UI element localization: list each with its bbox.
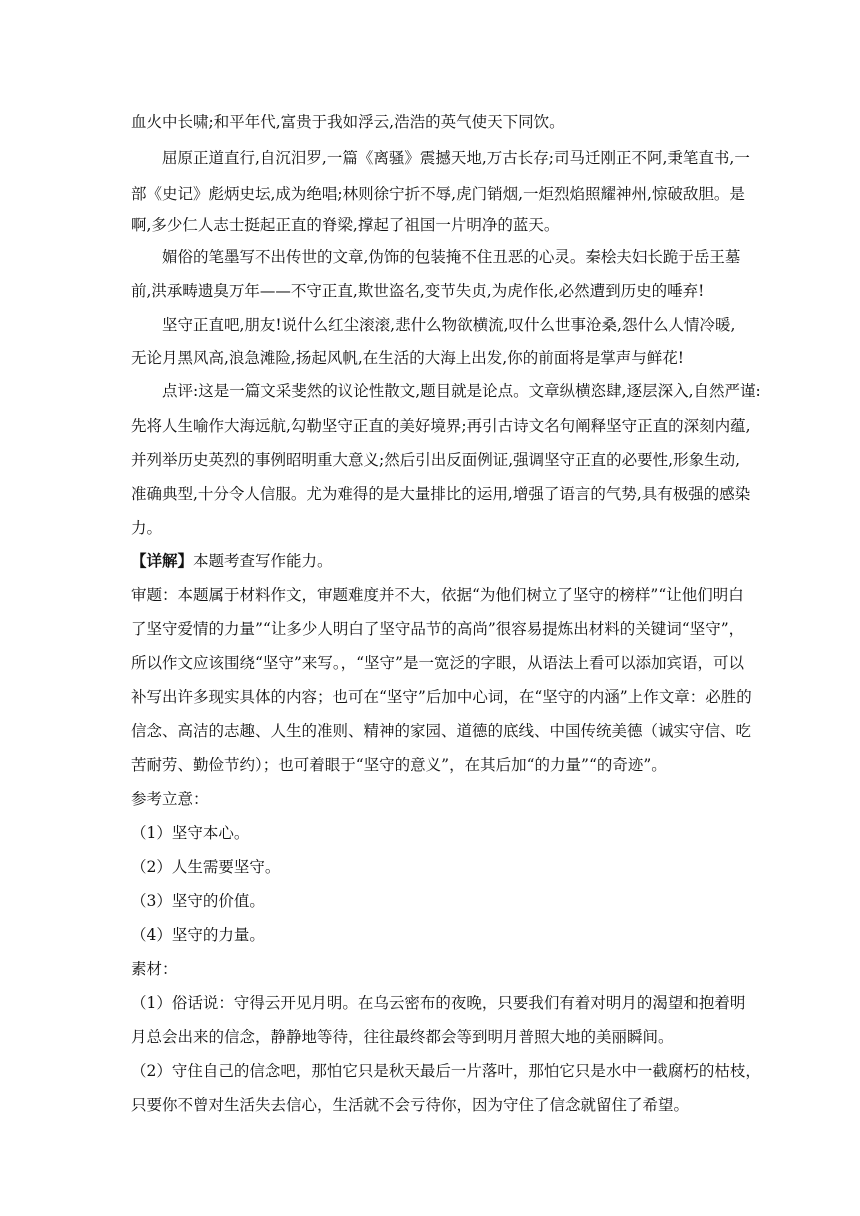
idea-item: （3）坚守的价值。 [131,892,265,910]
review-line: 了坚守爱情的力量”“让多少人明白了坚守品节的高尚”很容易提炼出材料的关键词“坚守”， [131,620,745,638]
material-line: （2）守住自己的信念吧，那怕它只是秋天最后一片落叶，那怕它只是水中一截腐朽的枯枝， [131,1062,761,1080]
essay-line: 前,洪承畴遗臭万年——不守正直,欺世盗名,变节失贞,为虎作伥,必然遭到历史的唾弃! [131,282,705,300]
comment-line: 先将人生喻作大海远航,勾勒坚守正直的美好境界;再引古诗文名句阐释坚守正直的深刻内蕴, [131,417,751,435]
essay-line: 媚俗的笔墨写不出传世的文章,伪饰的包装掩不住丑恶的心灵。秦桧夫妇长跪于岳王墓 [162,248,741,266]
idea-item: （4）坚守的力量。 [131,926,265,944]
review-line: 所以作文应该围绕“坚守”来写。，“坚守”是一宽泛的字眼，从语法上看可以添加宾语，可以 [131,654,744,672]
material-line: 只要你不曾对生活失去信心，生活就不会亏待你，因为守住了信念就留住了希望。 [131,1096,690,1114]
comment-line: 并列举历史英烈的事例昭明重大意义;然后引出反面例证,强调坚守正直的必要性,形象生动, [131,451,741,469]
idea-item: （2）人生需要坚守。 [131,858,281,876]
review-line: 审题：本题属于材料作文，审题难度并不大，依据“为他们树立了坚守的榜样”“让他们明白 [131,586,744,604]
review-line: 补写出许多现实具体的内容；也可在“坚守”后加中心词，在“坚守的内涵”上作文章：必胜的 [131,688,752,706]
idea-item: （1）坚守本心。 [131,824,250,842]
review-line: 苦耐劳、勤俭节约）；也可着眼于“坚守的意义”，在其后加“的力量”“的奇迹”。 [131,756,667,774]
detail-line [131,551,333,571]
material-line: 月总会出来的信念，静静地等待，往往最终都会等到明月普照大地的美丽瞬间。 [131,1028,674,1046]
essay-line: 无论月黑风高,浪急滩险,扬起风帆,在生活的大海上出发,你的前面将是掌声与鲜花! [131,349,684,367]
comment-line: 点评:这是一篇文采斐然的议论性散文,题目就是论点。文章纵横恣肆,逐层深入,自然严谨: [162,382,761,400]
material-line: （1）俗话说：守得云开见月明。在乌云密布的夜晚，只要我们有着对明月的渴望和抱着明 [131,994,746,1012]
review-line: 信念、高洁的志趣、人生的准则、精神的家园、道德的底线、中国传统美德（诚实守信、吃 [131,722,752,740]
comment-line: 准确典型,十分令人信服。尤为难得的是大量排比的运用,增强了语言的气势,具有极强的感染 [131,485,751,503]
ideas-heading: 参考立意： [131,790,209,808]
detail-text: 本题考查写作能力。 [193,552,333,570]
essay-line: 部《史记》彪炳史坛,成为绝唱;林则徐宁折不辱,虎门销烟,一炬烈焰照耀神州,惊破敌胆。是 [131,185,745,203]
essay-line: 坚守正直吧,朋友!说什么红尘滚滚,悲什么物欲横流,叹什么世事沧桑,怨什么人情冷暖, [162,316,736,334]
materials-heading: 素材： [131,960,178,978]
detail-label: 【详解】 [131,551,194,570]
comment-line: 力。 [131,519,163,537]
essay-line: 屈原正道直行,自沉汨罗,一篇《离骚》震撼天地,万古长存;司马迁刚正不阿,秉笔直书,一 [162,149,750,167]
essay-line: 血火中长啸;和平年代,富贵于我如浮云,浩浩的英气使天下同饮。 [131,113,565,131]
essay-line: 啊,多少仁人志士挺起正直的脊梁,撑起了祖国一片明净的蓝天。 [131,216,560,234]
